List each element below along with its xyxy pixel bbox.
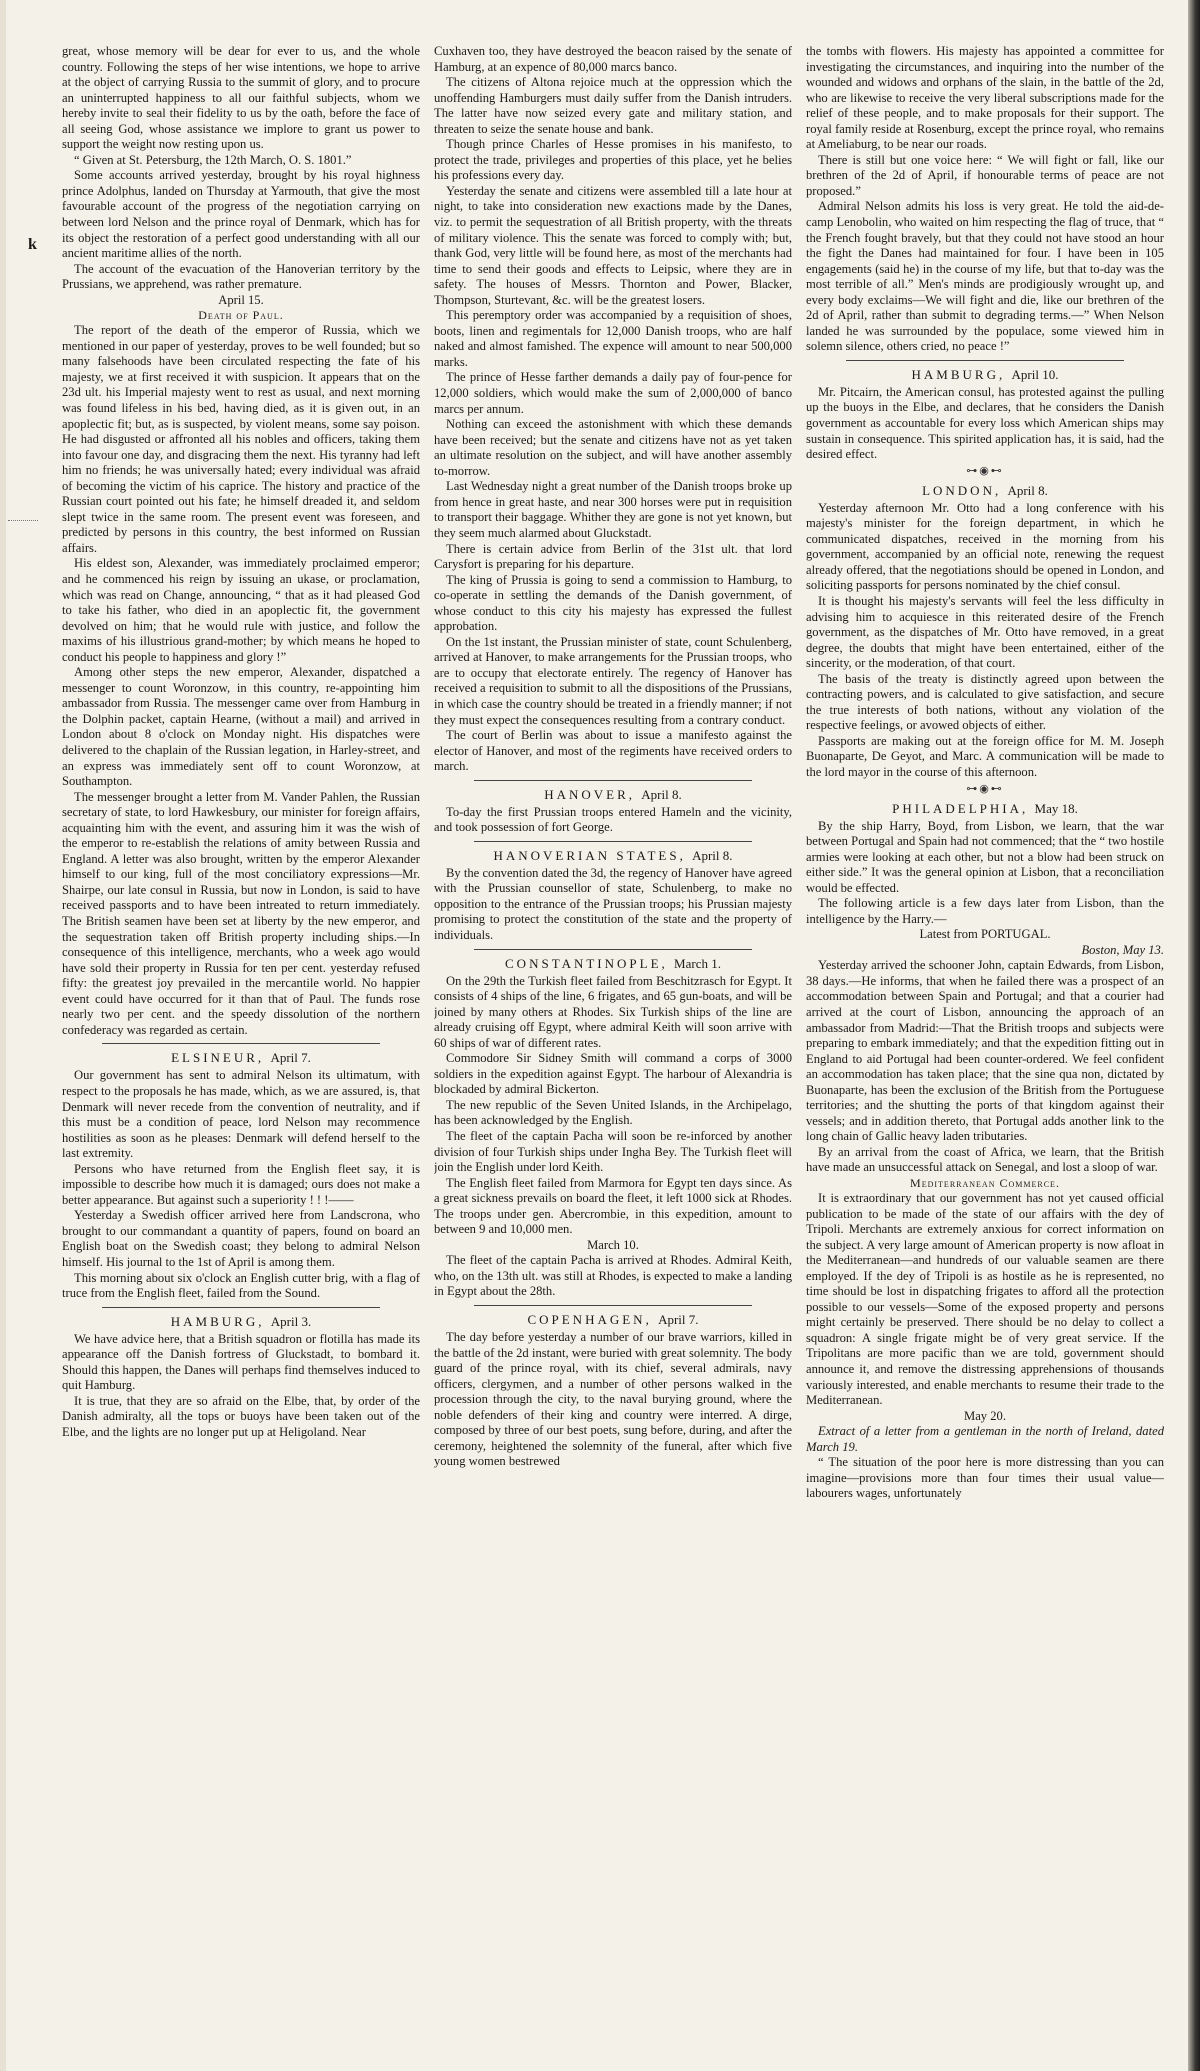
margin-mark: k [28,236,37,253]
paragraph: It is extraordinary that our government has not yet caused official publication to be made of the state of our affairs with the dey of Tripoli. Merchants are extremely anxious for correct information on the subject. A very large amount of American property is now afloat in the Mediterranean—and hundreds of our valuable seamen are there employed. If the dey of Tripoli is as hostile as he is represented, no time should be lost in dispatching frigates to afford all the protection possible to our vessels—Some of the exposed property and persons might certainly be preserved. There should be no delay to collect a squadron: A single frigate might be of very great service. If the Tripolitans are more pacific than we are told, government should announce it, and remove the distressing apprehensions of thousands variously interested, and enable merchants to resume their trade to the Mediterranean. [806,1191,1164,1408]
divider [474,949,752,950]
section-heading [806,367,1164,383]
divider [474,780,752,781]
dateline: May 20. [964,1408,1006,1423]
paragraph: The prince of Hesse farther demands a daily pay of four-pence for 12,000 soldiers, which would make the sum of 2,000,000 of banco marcs per annum. [434,370,792,416]
paragraph: the tombs with flowers. His majesty has appointed a committee for investigating the circumstances, and inquiring into the number of the wounded and widows and orphans of the slain, in the battle of the 2d, who are likewise to receive the very liberal subscriptions made for the relief of these people, and to make proposals for their support. The royal family reside at Rosenburg, except the prince royal, who remains at Ameliaburg, to be near our roads. [806,44,1164,152]
column-2 [434,44,792,2044]
paragraph: It is true, that they are so afraid on the Elbe, that, by order of the Danish admiralty, all the tops or buoys have been taken out of the Elbe, and the lights are no longer put up at Heligoland. Near [62,1393,420,1439]
paragraph: His eldest son, Alexander, was immediately proclaimed emperor; and he commenced his reign by issuing an ukase, or proclamation, which was read on Change, announcing, “ that as it had pleased God to take his father, who died in an apoplectic fit, the government devolved on him; that he would rule with justice, and follow the maxims of his illustrious grand-mother; by which means he hoped to conduct his people to happiness and glory !” [62,556,420,664]
paragraph: great, whose memory will be dear for ever to us, and the whole country. Following the steps of her wise intentions, we hope to arrive at the object of carrying Russia to the summit of glory, and to procure an uninterrupted happiness to all our faithful subjects, whom we hereby invite to seal their fidelity to us by the oath, before the face of all seeing God, whose assistance we implore to grant us power to support the weight now resting upon us. [62,44,420,152]
newspaper-page [62,44,1166,2044]
dateline: April 15. [218,292,264,307]
section-heading [434,956,792,972]
heading-place: ELSINEUR, [171,1050,265,1066]
heading-date: April 10. [1011,366,1059,382]
paragraph: The new republic of the Seven United Islands, in the Archipelago, has been acknowledged by the English. [434,1097,792,1128]
paragraph: On the 29th the Turkish fleet failed from Beschitzrasch for Egypt. It consists of 4 ships of the line, 6 frigates, and 65 gun-boats, and will be joined by many others at Rhodes. Six Turkish ships of the line are already cruising off Egypt, where admiral Keith will soon arrive with 60 ships of war of different rates. [434,973,792,1050]
paragraph: Passports are making out at the foreign office for M. M. Joseph Buonaparte, De Geyot, and Marc. A communication will be made to the lord mayor in the course of this afternoon. [806,733,1164,779]
paragraph: Yesterday a Swedish officer arrived here from Landscrona, who brought to our commandant a quantity of papers, found on board an English boat on the Swedish coast; they belong to admiral Nelson himself. His journal to the 1st of April is among them. [62,1208,420,1269]
paragraph: The report of the death of the emperor of Russia, which we mentioned in our paper of yesterday, proves to be well founded; but so many falsehoods have been circulated respecting the fate of his majesty, we at first received it with suspicion. It appears that on the 23d ult. his Imperial majesty went to rest as usual, and next morning was found lifeless in his bed, having died, as it is given out, in an apoplectic fit; but, as is suspected, by violent means, some say poison. He had disgusted or affronted all his nobles and officers, taking them into favour one day, and disgracing them the next. His tyranny had left him no friends; he was universally hated; every individual was afraid of becoming the victim of his caprice. The history and practice of the Russian court pointed out his fate; he himself dreaded it, and seldom slept twice in the same room. The present event was foreseen, and predicted by persons in this country, the best informed on Russian affairs. [62,323,420,555]
letter-extract-heading: Extract of a letter from a gentleman in the north of Ireland, dated March 19. [806,1424,1164,1454]
paragraph: By an arrival from the coast of Africa, we learn, that the British have made an unsuccessful attack on Senegal, and lost a sloop of war. [806,1144,1164,1175]
paragraph: By the convention dated the 3d, the regency of Hanover have agreed with the Prussian counsellor of state, Schulenberg, to make no opposition to the entrance of the Prussian troops; his Prussian majesty promising to protect the constitution of the state and the property of individuals. [434,865,792,942]
paragraph: Yesterday arrived the schooner John, captain Edwards, from Lisbon, 38 days.—He informs, that when he failed there was a prospect of an accommodation between Spain and Portugal; and that a courier had arrived at the court of Lisbon, announcing the approach of an ambassador from Madrid:—That the British troops and subjects were preparing to embark immediately; and that the expedition fitting out in England to aid Portugal had been counter-ordered. We feel confident an accommodation has taken place; that the sine qua non, dictated by Buonaparte, has been the exclusion of the British from the Portuguese territories; and the shutting the ports of that kingdom against their vessels; and in addition thereto, that Portugal adds another link to the long chain of Gallic heavy laden tributaries. [806,958,1164,1144]
paragraph: Mr. Pitcairn, the American consul, has protested against the pulling up the buoys in the Elbe, and declares, that he considers the Danish government as accountable for every loss which American ships may sustain in consequence. This spirited application has, it is said, had the desired effect. [806,384,1164,462]
heading-place: HANOVERIAN STATES, [493,847,686,863]
paragraph: The king of Prussia is going to send a commission to Hamburg, to co-operate in settling the demands of the Danish government, of whose conduct to this city his majesty has expressed the fullest approbation. [434,572,792,634]
heading-place: HAMBURG, [911,366,1006,382]
binding-margin [0,0,6,2071]
paragraph: On the 1st instant, the Prussian minister of state, count Schulenberg, arrived at Hanover, to make arrangements for the Prussian troops, who are to occupy that electorate entirely. The regency of Hanover has received a requisition to submit to all the dispositions of the Prussians, in which case the country should be treated in a friendly manner; if not they must expect the consequences resulting from a contrary conduct. [434,634,792,727]
paragraph: The citizens of Altona rejoice much at the oppression which the unoffending Hamburgers must daily suffer from the Danish intruders. The latter have now seized every gate and military station, and threaten to seize the senate house and bank. [434,75,792,136]
paragraph: The fleet of the captain Pacha is arrived at Rhodes. Admiral Keith, who, on the 13th ult. was still at Rhodes, is expected to make a landing in Egypt about the 28th. [434,1253,792,1299]
heading-place: HANOVER, [544,786,636,802]
paragraph: The basis of the treaty is distinctly agreed upon between the contracting powers, and is calculated to give satisfaction, and secure the true interests of both nations, without any violation of the respective feelings, or avowed objects of either. [806,671,1164,733]
paragraph: Admiral Nelson admits his loss is very great. He told the aid-de-camp Lenobolin, who waited on him respecting the flag of truce, that “ the French fought bravely, but that they could not have stood an hour the fight the Danes had maintained for four. I have been in 105 engagements (said he) in the course of my life, but that to-day was the most terrible of all.” Men's minds are prodigiously wrought up, and every body exclaims—We will fight and die, like our brethren of the 2d of April, rather than submit to degrading terms.—” When Nelson landed he was surrounded by the populace, some viewed him in solemn silence, others cried, no peace !” [806,199,1164,354]
ornament-divider: ⊶◉⊷ [966,464,1004,477]
section-subhead: Mediterranean Commerce. [910,1176,1060,1190]
column-1 [62,44,420,2044]
dateline: March 10. [587,1237,639,1252]
column-3 [806,44,1164,2044]
paragraph: The court of Berlin was about to issue a manifesto against the elector of Hanover, and most of the regiments have received orders to march. [434,728,792,774]
paragraph: Though prince Charles of Hesse promises in his manifesto, to protect the trade, privileges and properties of this place, yet he belies his professions every day. [434,137,792,183]
section-heading [62,1050,420,1066]
heading-place: COPENHAGEN, [527,1311,652,1327]
heading-date: May 18. [1034,800,1078,816]
divider [102,1307,380,1308]
ornament-divider: ⊶◉⊷ [966,782,1004,795]
paragraph: This peremptory order was accompanied by a requisition of shoes, boots, linen and regimentals for 12,000 Danish troops, who are half naked and almost famished. The expence will amount to near 500,000 marks. [434,308,792,369]
paragraph: Our government has sent to admiral Nelson its ultimatum, with respect to the proposals he has made, which, as we are assured, is, that Denmark will never recede from the convention of neutrality, and if this must be a condition of peace, lord Nelson may recommence hostilities as soon as he pleases: Denmark will defend herself to the last extremity. [62,1068,420,1161]
heading-place: PHILADELPHIA, [892,800,1029,816]
page-edge-shadow [1188,0,1200,2071]
divider [474,1305,752,1306]
paragraph: Commodore Sir Sidney Smith will command a corps of 3000 soldiers in the expedition against Egypt. The harbour of Alexandria is blockaded by admiral Bickerton. [434,1051,792,1097]
dateline: Boston, May 13. [1081,942,1164,957]
paragraph: The fleet of the captain Pacha will soon be re-inforced by another division of four Turkish ships under Ingha Bey. The Turkish fleet will join the English under lord Keith. [434,1129,792,1175]
section-heading [434,787,792,803]
paragraph: By the ship Harry, Boyd, from Lisbon, we learn, that the war between Portugal and Spain had not commenced; that the “ two hostile armies were looking at each other, but not a blow had been struck on either side.” It was the general opinion at Lisbon, that a reconciliation would be effected. [806,818,1164,895]
section-heading [806,483,1164,499]
divider [474,841,752,842]
heading-date: April 8. [692,847,733,863]
paragraph: Last Wednesday night a great number of the Danish troops broke up from hence in great haste, and near 300 horses were put in requisition to transport their baggage. Whither they are gone is not yet known, but they seem much alarmed about Gluckstadt. [434,479,792,540]
paragraph: To-day the first Prussian troops entered Hameln and the vicinity, and took possession of fort George. [434,804,792,835]
dateline: Latest from PORTUGAL. [919,927,1051,942]
paragraph: There is certain advice from Berlin of the 31st ult. that lord Carysfort is preparing for his departure. [434,541,792,572]
section-heading [434,848,792,864]
divider [846,360,1124,361]
paragraph: Among other steps the new emperor, Alexander, dispatched a messenger to count Woronzow, in this country, re-appointing him ambassador from Russia. The messenger came over from Hamburg in the Dolphin packet, captain Hearne, (without a mail) and arrived in London about 8 o'clock on Monday night. His dispatches were delivered to the chaplain of the Russian legation, in Harley-street, and an express was immediately sent off to count Woronzow, at Southampton. [62,665,420,789]
paragraph: The following article is a few days later from Lisbon, than the intelligence by the Harry.— [806,896,1164,926]
paragraph: There is still but one voice here: “ We will fight or fall, like our brethren of the 2d of April, if honourable terms of peace are not proposed.” [806,152,1164,198]
heading-date: April 3. [270,1313,312,1329]
section-heading [434,1312,792,1328]
divider [102,1043,380,1044]
paragraph: It is thought his majesty's servants will feel the less difficulty in advising him to acquiesce in this reiterated desire of the French government, as the dispatches of Mr. Otto have removed, in a great degree, the doubts that might have been entertained, either of the sincerity, or the moderation, of that court. [806,593,1164,671]
paragraph: Some accounts arrived yesterday, brought by his royal highness prince Adolphus, landed on Thursday at Yarmouth, that give the most favourable account of the progress of the negotiation carrying on between lord Nelson and the prince royal of Denmark, which has for its object the restoration of a perfect good understanding with all our ancient maritime allies of the north. [62,168,420,261]
paragraph: Cuxhaven too, they have destroyed the beacon raised by the senate of Hamburg, at an expence of 80,000 marcs banco. [434,44,792,74]
paragraph: This morning about six o'clock an English cutter brig, with a flag of truce from the English fleet, failed from the Sound. [62,1270,420,1301]
paragraph: Persons who have returned from the English fleet say, it is impossible to describe how much it is damaged; ours does not make a better appearance. But against such a superiority ! ! !—— [62,1161,420,1207]
heading-place: HAMBURG, [170,1313,265,1329]
paragraph: The messenger brought a letter from M. Vander Pahlen, the Russian secretary of state, to lord Hawkesbury, our minister for foreign affairs, acquainting him with the event, and assuring him it was the wish of the emperor to re-establish the relations of amity between Russia and England. A letter was also brought, written by the emperor Alexander himself to our king, full of the most conciliatory expressions—Mr. Shairpe, our late consul in Russia, but now in London, is said to have received passports and to have been intreated to return immediately. The British seamen have been set at liberty by the new emperor, and the sequestration taken off British property including ships.—In consequence of this intelligence, merchants, who a week ago would have sold their property in Russia for ten per cent. yesterday refused fifty: the greatest joy prevailed in the mercantile world. No happier event could have occurred for it than that of Paul. The funds rose nearly two per cent. and the speedy dissolution of the northern confederacy was regarded as certain. [62,789,420,1037]
paragraph: Yesterday afternoon Mr. Otto had a long conference with his majesty's minister for the foreign department, in which he communicated dispatches, received in the morning from his government, accompanied by an official note, renewing the request already offered, that the negotiations should be opened in London, and soliciting passports for persons nominated by the chief consul. [806,500,1164,593]
paragraph: The day before yesterday a number of our brave warriors, killed in the battle of the 2d instant, were buried with great solemnity. The body guard of the prince royal, with its chief, several admirals, navy officers, clergymen, and a number of other persons walked in the procession through the city, to the naval burying ground, where the noble defenders of their king and country were interred. A dirge, composed by three of our best poets, sung before, during, and after the ceremony, heightened the solemnity of the funeral, after which five young women bestrewed [434,1329,792,1469]
paragraph: We have advice here, that a British squadron or flotilla has made its appearance off the Danish fortress of Gluckstadt, to bombard it. Should this happen, the Danes will perhaps find themselves induced to quit Hamburg. [62,1331,420,1393]
heading-place: LONDON, [922,482,1002,498]
heading-date: March 1. [674,955,721,971]
paragraph: The English fleet failed from Marmora for Egypt ten days since. As a great sickness prevails on board the fleet, it left 1000 sick at Rhodes. The troops under gen. Abercrombie, in this expedition, amount to between 9 and 10,000 men. [434,1175,792,1237]
paragraph: “ The situation of the poor here is more distressing than you can imagine—provisions more than four times their usual value—labourers wages, unfortunately [806,1455,1164,1501]
margin-tick [8,520,38,521]
paragraph: “ Given at St. Petersburg, the 12th March, O. S. 1801.” [74,152,352,167]
paragraph: Yesterday the senate and citizens were assembled till a late hour at night, to take into consideration new exactions made by the Danes, viz. to permit the sequestration of all British property, with the threats of military violence. This the senate was forced to comply with; but, thank God, very little will be found here, as most of the merchants had time to send their goods and effects to Leipsic, where they are in safety. The houses of Messrs. Thornton and Power, Blacker, Thompson, Sturtevant, &c. will be the greatest losers. [434,183,792,307]
section-heading [62,1314,420,1330]
heading-date: April 8. [1007,482,1048,498]
paragraph: The account of the evacuation of the Hanoverian territory by the Prussians, we apprehend, was rather premature. [62,261,420,292]
heading-date: April 7. [270,1050,311,1066]
section-heading [806,801,1164,817]
heading-date: April 8. [641,786,682,802]
heading-place: CONSTANTINOPLE, [505,955,668,971]
heading-date: April 7. [658,1311,699,1327]
section-subhead: Death of Paul. [198,308,284,323]
paragraph: Nothing can exceed the astonishment with which these demands have been received; but the senate and citizens have not as yet taken an ultimate resolution on the subject, and will have another assembly to-morrow. [434,417,792,478]
